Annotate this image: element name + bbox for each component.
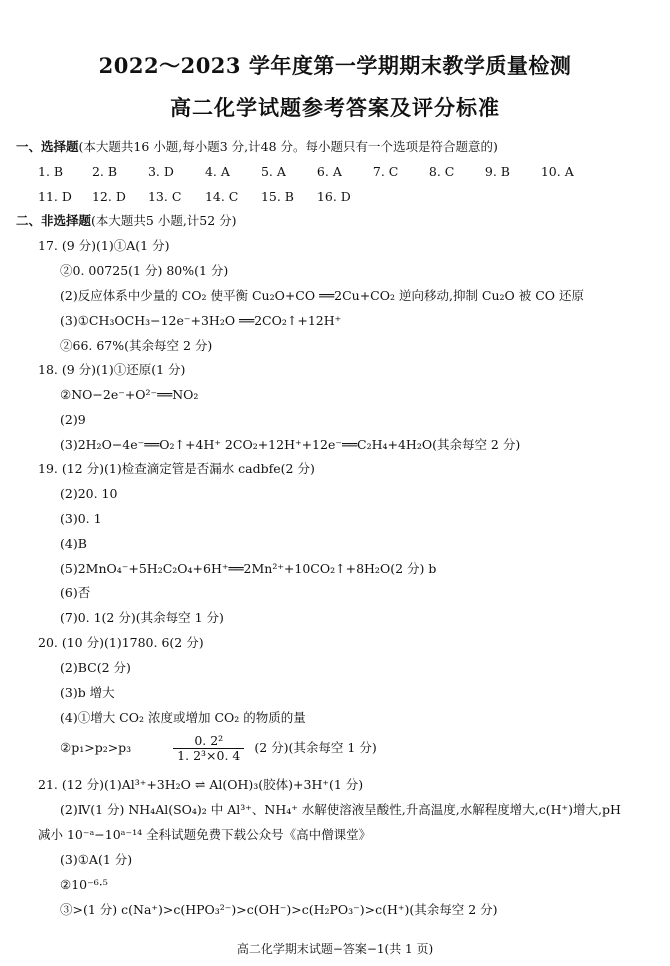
answer-line: ②66. 67%(其余每空 2 分) [60,338,213,353]
choice-answer: 12. D [91,189,126,204]
choice-answer: 10. A [540,164,574,179]
choice-answer: 2. B [91,164,118,179]
answer-line: (2)20. 10 [60,486,118,501]
answer-line: ②10⁻⁶·⁵ [60,877,108,892]
choice-answer: 6. A [316,164,342,179]
choice-answer: 16. D [316,189,351,204]
section1-note: (本大题共16 小题,每小题3 分,计48 分。每小题只有一个选项是符合题意的) [78,139,498,154]
pressure-order: ②p₁>p₂>p₃ [60,740,132,755]
choice-answers-row2 [38,189,369,205]
choice-answer: 14. C [204,189,239,204]
answer-line: (3)2H₂O−4e⁻══O₂↑+4H⁺ 2CO₂+12H⁺+12e⁻══C₂H₄+4H₂O(其余每空 2 分) [60,437,521,452]
answer-line: 减小 10⁻ᵃ−10ᵃ⁻¹⁴ 全科试题免费下载公众号《高中僧课堂》 [38,827,372,842]
section2-label: 二、非选择题 [16,213,92,228]
answer-line: (3)①CH₃OCH₃−12e⁻+3H₂O ══2CO₂↑+12H⁺ [60,313,342,328]
choice-answer: 8. C [428,164,455,179]
answer-line: (3)b 增大 [60,685,115,700]
answer-line: ②0. 00725(1 分) 80%(1 分) [60,263,229,278]
answer-line: ②NO−2e⁻+O²⁻══NO₂ [60,387,199,402]
answer-line-fraction [60,733,377,763]
answer-line: 20. (10 分)(1)1780. 6(2 分) [38,635,204,650]
answer-line: ③>(1 分) c(Na⁺)>c(HPO₃²⁻)>c(OH⁻)>c(H₂PO₃⁻)>c(H⁺)(其余每空 2 分) [60,902,498,917]
section1-label: 一、选择题 [16,139,79,154]
answer-line: (4)①增大 CO₂ 浓度或增加 CO₂ 的物质的量 [60,710,306,725]
document-title: 高二化学试题参考答案及评分标准 [170,95,500,120]
fraction-numerator: 0. 2² [173,734,244,749]
choice-answer: 3. D [147,164,174,179]
answer-line: 21. (12 分)(1)Al³⁺+3H₂O ⇌ Al(OH)₃(胶体)+3H⁺(1 分) [38,777,364,792]
choice-answers-row1 [38,164,591,180]
choice-answer: 13. C [147,189,182,204]
fraction-denominator: 1. 2³×0. 4 [177,748,241,763]
page-footer: 高二化学期末试题−答案−1(共 1 页) [236,942,434,956]
exam-title: 2022～2023 学年度第一学期期末教学质量检测 [98,53,572,78]
answer-line: (3)①A(1 分) [60,852,133,867]
answer-line: (2)反应体系中少量的 CO₂ 使平衡 Cu₂O+CO ══2Cu+CO₂ 逆向移动,抑制 Cu₂O 被 CO 还原 [60,288,585,303]
answer-line: 18. (9 分)(1)①还原(1 分) [38,362,186,377]
answer-line: (2)9 [60,412,86,427]
choice-answer: 9. B [484,164,510,179]
answer-line: (6)否 [60,585,91,600]
choice-answer: 5. A [260,164,286,179]
answer-line: (2)Ⅳ(1 分) NH₄Al(SO₄)₂ 中 Al³⁺、NH₄⁺ 水解使溶液呈酸性,升高温度,水解程度增大,c(H⁺)增大,pH [60,802,621,817]
answer-line: 17. (9 分)(1)①A(1 分) [38,238,170,253]
section1-heading [16,139,498,155]
choice-answer: 4. A [204,164,230,179]
section2-heading [16,213,237,229]
choice-answer: 15. B [260,189,294,204]
answer-line: (3)0. 1 [60,511,102,526]
choice-answer: 11. D [38,189,72,204]
score-note: (2 分)(其余每空 1 分) [254,740,377,755]
section2-note: (本大题共5 小题,计52 分) [91,213,237,228]
equilibrium-constant-fraction [173,734,244,763]
choice-answer: 1. B [38,164,64,179]
answer-line: (4)B [60,536,87,551]
answer-line: (7)0. 1(2 分)(其余每空 1 分) [60,610,224,625]
answer-line: (2)BC(2 分) [60,660,131,675]
answer-line: (5)2MnO₄⁻+5H₂C₂O₄+6H⁺══2Mn²⁺+10CO₂↑+8H₂O(2 分) b [60,561,437,576]
answer-line: 19. (12 分)(1)检查滴定管是否漏水 cadbfe(2 分) [38,461,315,476]
choice-answer: 7. C [372,164,399,179]
